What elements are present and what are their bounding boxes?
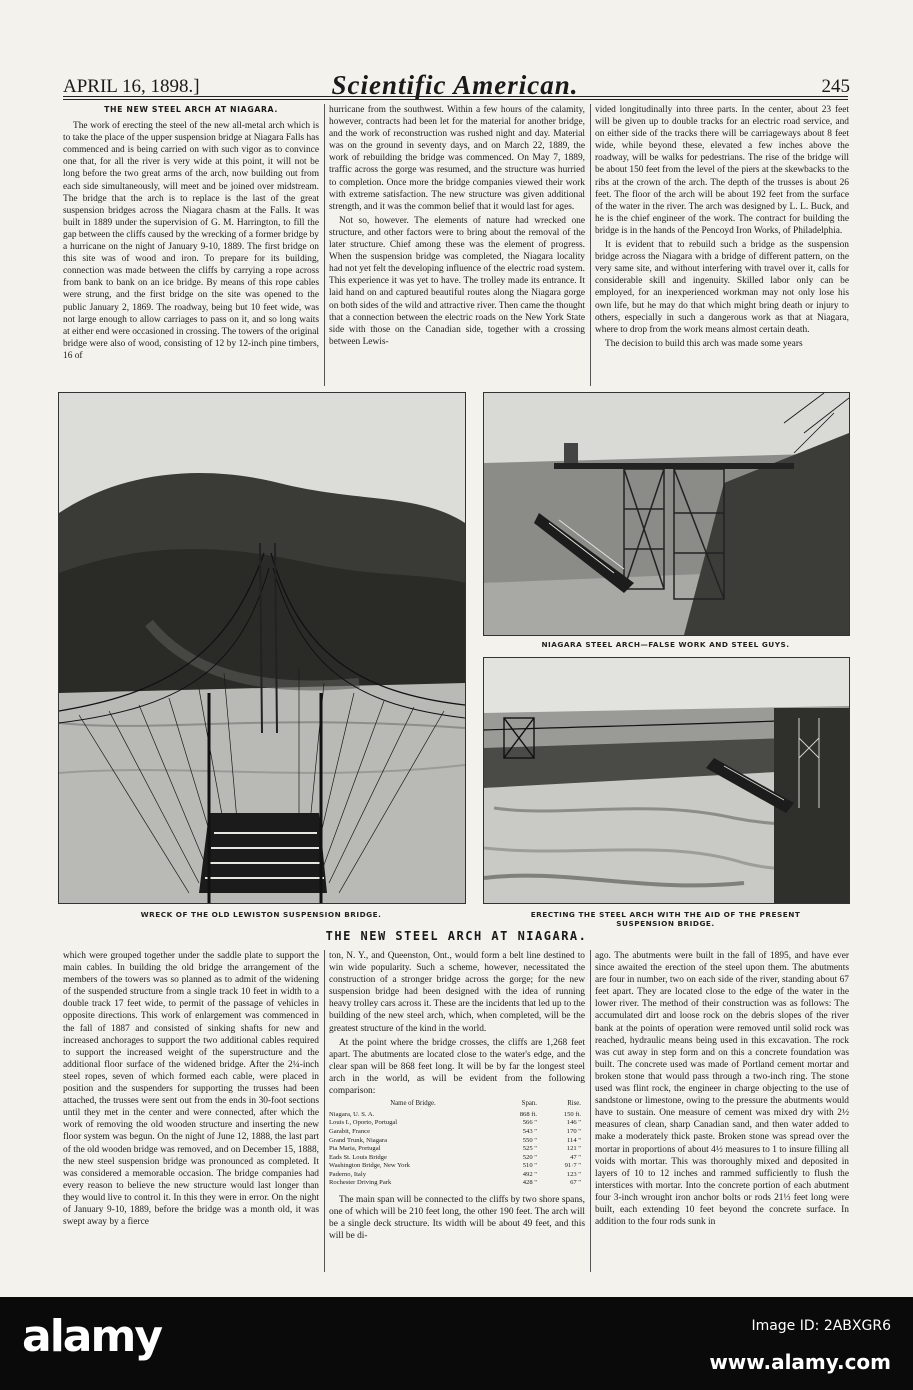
bridge-rise: 150 ft. — [563, 1110, 581, 1118]
text-column-3 — [595, 104, 849, 386]
table-row — [329, 1145, 585, 1154]
header-rule — [63, 96, 848, 97]
bridge-span: 520 " — [522, 1153, 537, 1161]
bridge-rise: 91·7 " — [564, 1162, 581, 1170]
paragraph: Not so, however. The elements of nature had wrecked one structure, and other factors were to bring about the removal of the later structure. Chief among these was the element of progress. When the suspension bridge was completed, the Niagara locality had not yet felt the developing influence of the electric road system. This experience it was yet to have. The trolley made its entrance. It laid hand on and captured beautiful routes along the Niagara gorge on both sides of the wild and attractive river. Then came the thought that a connection between the electric roads on the New York State side with those on the Canadian side, together with a crossing between Lewis- — [329, 215, 585, 347]
bridge-span: 510 " — [522, 1162, 537, 1170]
alamy-logo: alamy — [22, 1311, 161, 1362]
bridge-name: Niagara, U. S. A. — [329, 1110, 375, 1118]
paragraph: At the point where the bridge crosses, the cliffs are 1,268 feet apart. The abutments are located close to the water's edge, and the clear span will be 868 feet long. It will be by far the longest steel arch in the world, as will be evident from the following comparison: — [329, 1037, 585, 1097]
bridge-span: 428 " — [522, 1179, 537, 1187]
column-divider — [590, 950, 591, 1272]
false-work-caption: NIAGARA STEEL ARCH—FALSE WORK AND STEEL GUYS. — [541, 640, 790, 649]
table-row — [329, 1137, 585, 1146]
bridge-name: Eads St. Louis Bridge — [329, 1153, 387, 1161]
bridge-rise: 67 " — [570, 1179, 581, 1187]
bridge-span: 868 ft. — [519, 1110, 537, 1118]
paragraph: which were grouped together under the saddle plate to support the main cables. In building the old bridge the arrangement of the members of the towers was so planned as to admit of the widening of the suspended structure from a single track 10 feet in width to a double track 17 feet wide, to permit of the passage of vehicles in opposite directions. This work of enlargement was commenced in the fall of 1887 and consisted of sinking shafts for new and increased anchorages to support the two additional cables required to support the increased weight of the superstructure and the additional floor surface of the widened bridge. After the 2¼-inch steel ropes, seven of which formed each cable, were placed in position and the suspenders for supporting the trusses had been attached, the trusses were sent out from the ends in 30-foot sections until they met in the center and were connected, after which the work of removing the old wooden structure and inserting the new floor system was begun. On the night of June 12, 1888, the last part of the old wooden bridge was removed, and on December 15, 1888, the new steel suspension bridge was pronounced as completed. It was considered a memorable occasion. The bridge companies had every reason to believe the new structure would last longer than they would live to control it. In this they were in error. On the night of January 9-10, 1889, before the bridge was a month old, it was swept away by a fierce — [63, 951, 319, 1228]
column-header-rise: Rise. — [567, 1100, 581, 1108]
erecting-photo — [483, 657, 850, 904]
bridge-rise: 146 " — [566, 1119, 581, 1127]
column-divider — [324, 104, 325, 386]
table-header-row — [329, 1099, 585, 1111]
text-column-6 — [595, 950, 849, 1272]
erecting-caption-line2: SUSPENSION BRIDGE. — [616, 919, 715, 928]
masthead: Scientific American. — [331, 70, 579, 100]
bridge-span: 525 " — [522, 1145, 537, 1153]
bridge-comparison-table — [329, 1099, 585, 1188]
paragraph: ton, N. Y., and Queenston, Ont., would form a belt line destined to win wide popularity. Such a scheme, however, necessitated the construction of a stronger bridge across the gorge; for the new suspension bridge had been designed with the idea of running heavy trolley cars across it. These are the incidents that led up to the building of the new steel arch, which, when completed, will be the greatest structure of the kind in the world. — [329, 951, 585, 1034]
erecting-caption-line1: ERECTING THE STEEL ARCH WITH THE AID OF THE PRESENT — [530, 910, 801, 919]
bridge-rise: 170 " — [566, 1127, 581, 1135]
bridge-rise: 114 " — [567, 1136, 581, 1144]
column-header-span: Span. — [521, 1100, 537, 1108]
column-divider — [324, 950, 325, 1272]
bridge-name: Washington Bridge, New York — [329, 1162, 410, 1170]
table-row — [329, 1179, 585, 1188]
paragraph: The main span will be connected to the cliffs by two shore spans, one of which will be 210 feet long, the other 190 feet. The arch will be a single deck structure. Its width will be about 49 feet, and this will be di- — [329, 1195, 585, 1242]
table-row — [329, 1154, 585, 1163]
false-work-illustration — [484, 393, 849, 635]
text-column-2 — [329, 104, 585, 386]
bridge-name: Louis I., Oporto, Portugal — [329, 1119, 398, 1127]
erecting-illustration — [484, 658, 849, 903]
bridge-name: Paderno, Italy — [329, 1170, 366, 1178]
wreck-photo — [58, 392, 466, 904]
stock-url: www.alamy.com — [709, 1350, 891, 1374]
page-number: 245 — [821, 76, 850, 97]
article-heading: THE NEW STEEL ARCH AT NIAGARA. — [104, 105, 278, 114]
bridge-name: Garabit, France — [329, 1127, 371, 1135]
bridge-span: 550 " — [522, 1136, 537, 1144]
paragraph: vided longitudinally into three parts. In the center, about 23 feet will be given up to double tracks for an electric road service, and on either side of the tracks there will be carriageways about 8 feet wide, while beyond these, elevated a few inches above the roadway, will be walks for pedestrians. The rise of the bridge will be about 150 feet from the level of the piers at the skewbacks to the ribs at the crown of the arch. The depth of the trusses is about 26 feet. The floor of the arch will be about 192 feet from the surface of the water in the river. The arch was designed by L. L. Buck, and he is the chief engineer of the work. The contract for building the bridge is in the hands of the Pencoyd Iron Works, of Philadelphia. — [595, 105, 849, 236]
bridge-rise: 47 " — [570, 1153, 581, 1161]
bridge-name: Grand Trunk, Niagara — [329, 1136, 388, 1144]
issue-date: APRIL 16, 1898.] — [63, 76, 200, 97]
bridge-name: Pia Maria, Portugal — [329, 1145, 381, 1153]
bridge-span: 566 " — [522, 1119, 537, 1127]
bridge-rise: 121 " — [566, 1145, 581, 1153]
paragraph: It is evident that to rebuild such a bridge as the suspension bridge across the Niagara with a bridge of different pattern, on the very same site, and without interfering with travel over it, calls for considerable skill and ingenuity. Skilled labor only can be employed, for an inexperienced workman may not only lose his own life, but he may do that which might bring death or injury to others, especially in such a dangerous work as that at Niagara, where to drop from the work means almost certain death. — [595, 240, 849, 335]
paragraph: hurricane from the southwest. Within a few hours of the calamity, however, contracts had been let for the material for another bridge, and the work of reconstruction was rushed night and day. Material was on the ground in seventy days, and on March 22, 1889, the work of rebuilding the bridge was commenced. On May 7, 1889, traffic across the gorge was resumed, and the structure was hurried to completion. Once more the bridge companies viewed their work with extreme satisfaction. The new structure was given additional strength, and it was the common belief that it would last for ages. — [329, 105, 585, 212]
table-row — [329, 1119, 585, 1128]
false-work-photo — [483, 392, 850, 636]
bridge-span: 492 " — [522, 1170, 537, 1178]
bridge-rise: 123 " — [566, 1170, 581, 1178]
wreck-illustration — [59, 393, 465, 903]
text-column-4 — [63, 950, 319, 1272]
table-row — [329, 1171, 585, 1180]
paragraph: ago. The abutments were built in the fall of 1895, and have ever since awaited the erection of the steel upon them. The abutments are four in number, two on each side of the river, standing about 67 feet apart. They are located close to the edge of the water in the lower river. The method of their construction was as follows: The accumulated dirt and loose rock on the debris slopes of the river bank at the points of operation were removed until solid rock was reached, hydraulic means being used in this excavation. The rock was cut away in step form and on this a concrete foundation was built. The concrete used was made of Portland cement mortar and broken stone that would pass through a two-inch ring. The stone used was flint rock, the engineer in charge objecting to the use of sandstone or limestone, owing to the pressure the abutments would have to sustain. One measure of cement was mixed dry with 2½ measures of clean, sharp Canadian sand, and then water added to make a moderately thick paste. Broken stone was spread over the mortar in proportions of about 4½ measures to 1 to insure filling all voids with mortar. This was thoroughly mixed and deposited in layers of 10 to 12 inches and rammed sufficiently to flush the interstices with mortar. Into the concrete portion of each abutment four 3-inch wrought iron anchor bolts or rods 21⅓ feet long were built, each extending 10 feet beyond the concrete surface. In addition to the four rods sunk in — [595, 951, 849, 1228]
table-row — [329, 1111, 585, 1120]
column-divider — [590, 104, 591, 386]
text-column-1 — [63, 104, 319, 386]
paragraph: The work of erecting the steel of the new all-metal arch which is to take the place of the upper suspension bridge at Niagara Falls has commenced and is being carried on with such vigor as to convince one that, for all the river is very wide at this point, it will not be long before the two great arms of the arch, now building out from each side simultaneously, will meet and be joined over midstream. The bridge that the arch is to replace is the last of the great suspension bridges across the Niagara chasm at the Falls. It was built in 1889 under the supervision of G. M. Harrington, to fill the gap between the cliffs caused by the wrecking of a former bridge by a hurricane on the night of January 9-10, 1889. The first bridge on this site was of wood and iron. To prepare for its building, connection was made between the cliffs by carrying a rope across from bank to bank on an ice bridge. By means of this rope cables were strung, and the first bridge on the site was opened to the public January 2, 1869. The roadway, being but 10 feet wide, was not large enough to allow carriages to pass on it, and so long waits at either end were occasioned in crossing. The towers of the original bridge were also of wood, consisting of 12 by 12-inch pine timbers, 16 of — [63, 121, 319, 361]
figure-group-title: THE NEW STEEL ARCH AT NIAGARA. — [325, 929, 588, 943]
column-header-name: Name of Bridge. — [390, 1100, 436, 1108]
bridge-name: Rochester Driving Park — [329, 1179, 392, 1187]
paragraph: The decision to build this arch was made some years — [605, 338, 803, 349]
text-column-5 — [329, 950, 585, 1272]
table-row — [329, 1128, 585, 1137]
wreck-caption: WRECK OF THE OLD LEWISTON SUSPENSION BRIDGE. — [140, 910, 382, 919]
header-rule-thin — [63, 99, 848, 100]
bridge-span: 543 " — [522, 1127, 537, 1135]
image-id: Image ID: 2ABXGR6 — [751, 1318, 891, 1334]
table-row — [329, 1162, 585, 1171]
